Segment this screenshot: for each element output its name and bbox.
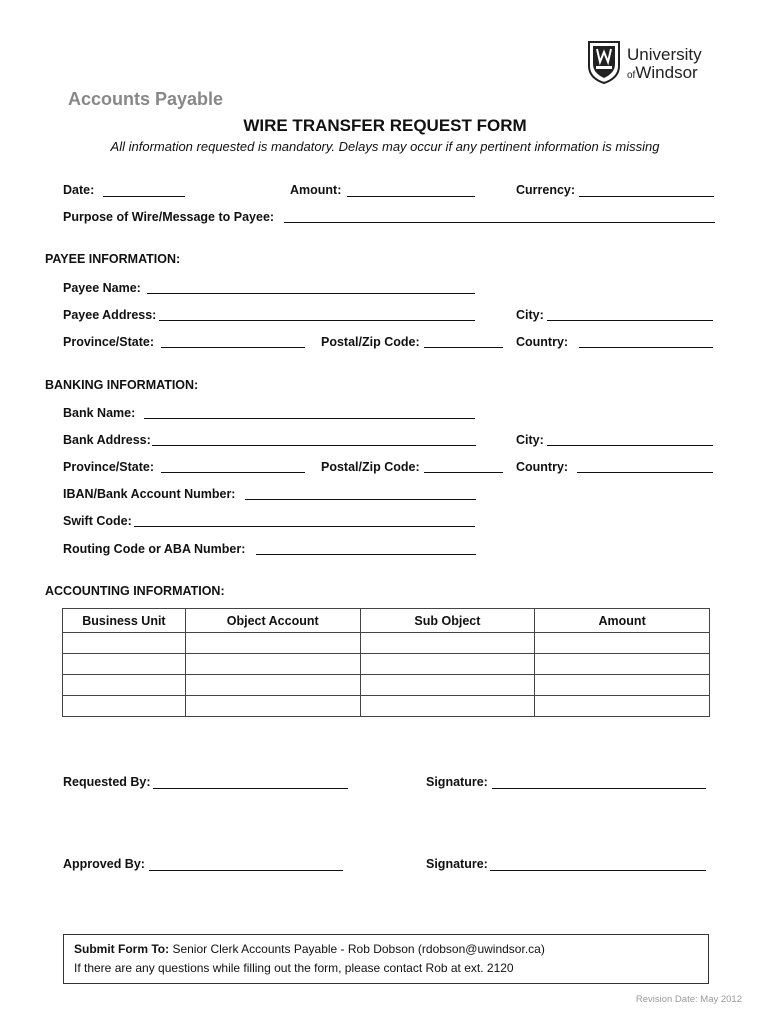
- logo-windsor-word: Windsor: [635, 63, 698, 82]
- amount-field[interactable]: [347, 196, 475, 197]
- table-cell[interactable]: [185, 654, 360, 675]
- payee-country-label: Country:: [516, 335, 569, 349]
- table-cell[interactable]: [360, 696, 535, 717]
- table-header-row: [63, 609, 710, 633]
- payee-city-field[interactable]: [547, 320, 713, 321]
- bank-postal-field[interactable]: [424, 472, 503, 473]
- signature-2-field[interactable]: [490, 870, 706, 871]
- currency-label: Currency:: [516, 183, 576, 197]
- table-cell[interactable]: [535, 654, 710, 675]
- submit-note: If there are any questions while filling out the form, please contact Rob at ext. 2120: [74, 961, 514, 975]
- swift-field[interactable]: [134, 526, 475, 527]
- submit-instructions-box: [63, 934, 709, 984]
- table-cell[interactable]: [63, 633, 186, 654]
- submit-line: [74, 940, 698, 959]
- bank-province-field[interactable]: [161, 472, 305, 473]
- submit-label: Submit Form To:: [74, 942, 170, 956]
- column-header: Business Unit: [63, 609, 186, 633]
- accounting-section-heading: ACCOUNTING INFORMATION:: [45, 584, 225, 598]
- approved-by-label: Approved By:: [63, 857, 145, 871]
- swift-label: Swift Code:: [63, 514, 132, 528]
- bank-address-label: Bank Address:: [63, 433, 151, 447]
- bank-name-label: Bank Name:: [63, 406, 136, 420]
- signature-1-field[interactable]: [492, 788, 706, 789]
- form-title: WIRE TRANSFER REQUEST FORM: [243, 116, 527, 135]
- payee-address-field[interactable]: [159, 320, 475, 321]
- logo-windsor-text: [627, 63, 698, 83]
- currency-field[interactable]: [579, 196, 714, 197]
- payee-address-label: Payee Address:: [63, 308, 157, 322]
- payee-city-label: City:: [516, 308, 544, 322]
- column-header: Sub Object: [360, 609, 535, 633]
- column-header: Object Account: [185, 609, 360, 633]
- purpose-label: Purpose of Wire/Message to Payee:: [63, 210, 275, 224]
- bank-city-label: City:: [516, 433, 544, 447]
- table-cell[interactable]: [185, 675, 360, 696]
- payee-country-field[interactable]: [579, 347, 713, 348]
- submit-recipient: Senior Clerk Accounts Payable - Rob Dobson (rdobson@uwindsor.ca): [172, 942, 545, 956]
- banking-section-heading: BANKING INFORMATION:: [45, 378, 199, 392]
- table-cell[interactable]: [63, 696, 186, 717]
- iban-field[interactable]: [245, 499, 476, 500]
- bank-city-field[interactable]: [547, 445, 713, 446]
- form-subtitle: All information requested is mandatory. Delays may occur if any pertinent information is missing: [110, 139, 660, 154]
- payee-name-field[interactable]: [147, 293, 475, 294]
- requested-by-field[interactable]: [153, 788, 348, 789]
- payee-section-heading: PAYEE INFORMATION:: [45, 252, 181, 266]
- column-header: Amount: [535, 609, 710, 633]
- routing-label: Routing Code or ABA Number:: [63, 542, 246, 556]
- table-cell[interactable]: [63, 654, 186, 675]
- iban-label: IBAN/Bank Account Number:: [63, 487, 236, 501]
- table-cell[interactable]: [360, 675, 535, 696]
- date-field[interactable]: [103, 196, 185, 197]
- table-row: [63, 654, 710, 675]
- amount-label: Amount:: [290, 183, 342, 197]
- table-cell[interactable]: [360, 633, 535, 654]
- logo-university-text: University: [627, 45, 702, 64]
- table-row: [63, 696, 710, 717]
- revision-date: Revision Date: May 2012: [635, 994, 742, 1005]
- bank-country-field[interactable]: [577, 472, 713, 473]
- date-label: Date:: [63, 183, 95, 197]
- table-cell[interactable]: [185, 696, 360, 717]
- payee-province-label: Province/State:: [63, 335, 155, 349]
- signature-2-label: Signature:: [426, 857, 488, 871]
- table-cell[interactable]: [360, 654, 535, 675]
- bank-country-label: Country:: [516, 460, 569, 474]
- bank-province-label: Province/State:: [63, 460, 155, 474]
- bank-postal-label: Postal/Zip Code:: [321, 460, 420, 474]
- purpose-field[interactable]: [284, 222, 715, 223]
- table-row: [63, 675, 710, 696]
- logo-of-text: of: [627, 70, 636, 81]
- requested-by-label: Requested By:: [63, 775, 151, 789]
- table-cell[interactable]: [185, 633, 360, 654]
- bank-name-field[interactable]: [144, 418, 475, 419]
- payee-postal-field[interactable]: [424, 347, 503, 348]
- table-row: [63, 633, 710, 654]
- table-cell[interactable]: [535, 675, 710, 696]
- accounting-table: [62, 608, 710, 717]
- table-cell[interactable]: [63, 675, 186, 696]
- signature-1-label: Signature:: [426, 775, 488, 789]
- payee-province-field[interactable]: [161, 347, 305, 348]
- approved-by-field[interactable]: [149, 870, 343, 871]
- routing-field[interactable]: [256, 554, 476, 555]
- bank-address-field[interactable]: [152, 445, 476, 446]
- department-name: Accounts Payable: [68, 89, 224, 109]
- table-cell[interactable]: [535, 633, 710, 654]
- university-crest-logo: [587, 40, 621, 84]
- table-cell[interactable]: [535, 696, 710, 717]
- payee-name-label: Payee Name:: [63, 281, 141, 295]
- payee-postal-label: Postal/Zip Code:: [321, 335, 420, 349]
